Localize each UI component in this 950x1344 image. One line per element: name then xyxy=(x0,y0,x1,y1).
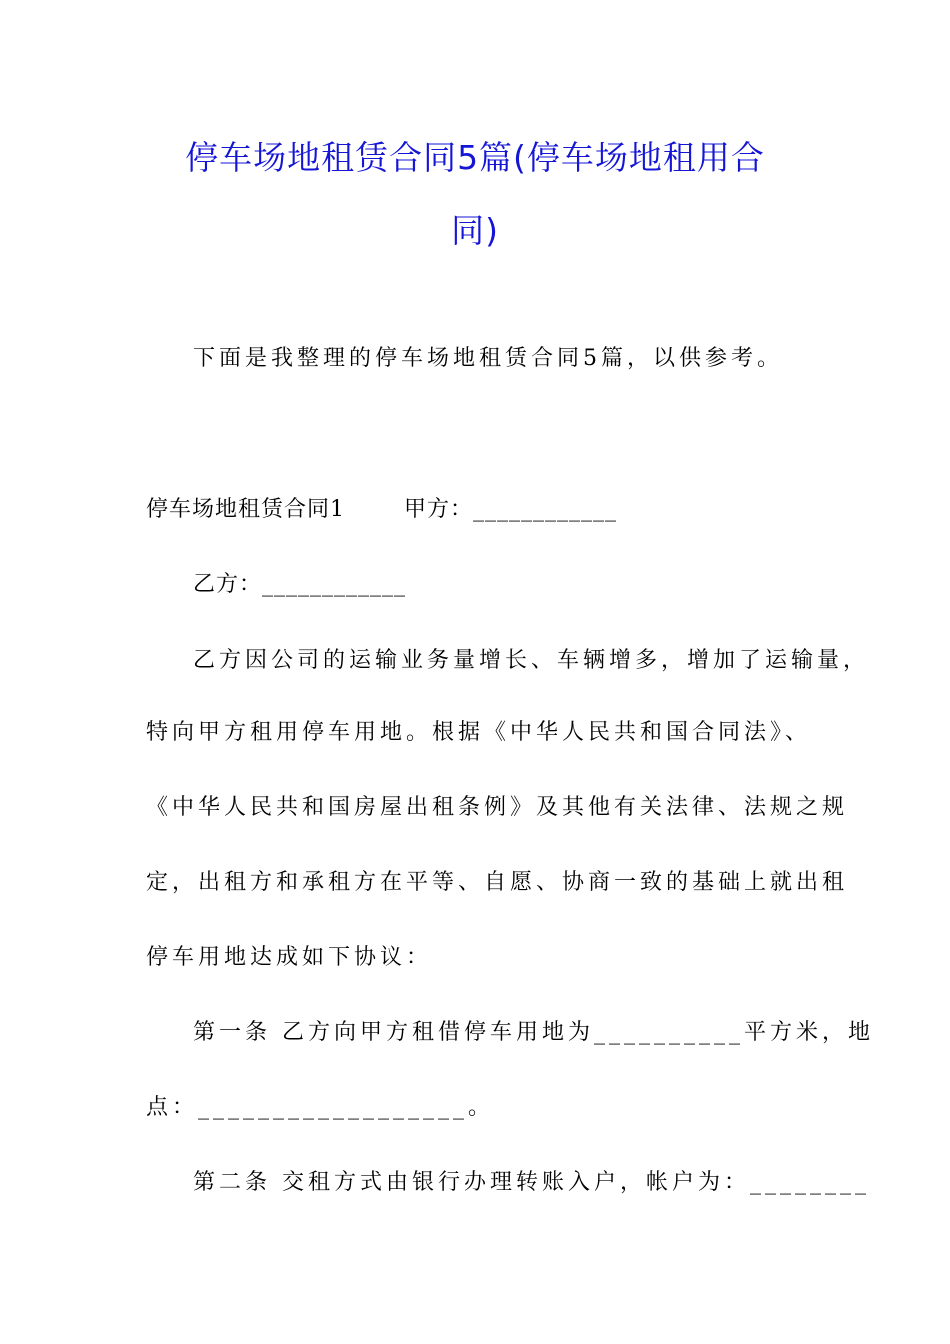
paragraph-1-line-2: 特向甲方租用停车用地。根据《中华人民共和国合同法》、 xyxy=(146,720,812,745)
contract-heading: 停车场地租赁合同1 xyxy=(146,497,345,522)
paragraph-1-line-1: 乙方因公司的运输业务量增长、车辆增多，增加了运输量， xyxy=(193,648,870,673)
paragraph-1-line-3: 《中华人民共和国房屋出租条例》及其他有关法律、法规之规 xyxy=(146,795,849,820)
article-1-line-1: 第一条 乙方向甲方租借停车用地为__________平方米，地 xyxy=(193,1020,874,1045)
party-b-field: 乙方：____________ xyxy=(193,572,407,597)
document-title-line-1: 停车场地租赁合同5篇(停车场地租用合 xyxy=(185,138,765,177)
party-a-field: 甲方：____________ xyxy=(404,497,618,522)
intro-text: 下面是我整理的停车场地租赁合同5篇，以供参考。 xyxy=(193,346,783,371)
paragraph-1-line-5: 停车用地达成如下协议： xyxy=(146,945,433,970)
article-1-line-2: 点：__________________。 xyxy=(146,1095,495,1120)
document-title-line-2: 同) xyxy=(451,211,499,250)
article-2-line-1: 第二条 交租方式由银行办理转账入户，帐户为：________ xyxy=(193,1170,870,1195)
paragraph-1-line-4: 定，出租方和承租方在平等、自愿、协商一致的基础上就出租 xyxy=(146,870,849,895)
